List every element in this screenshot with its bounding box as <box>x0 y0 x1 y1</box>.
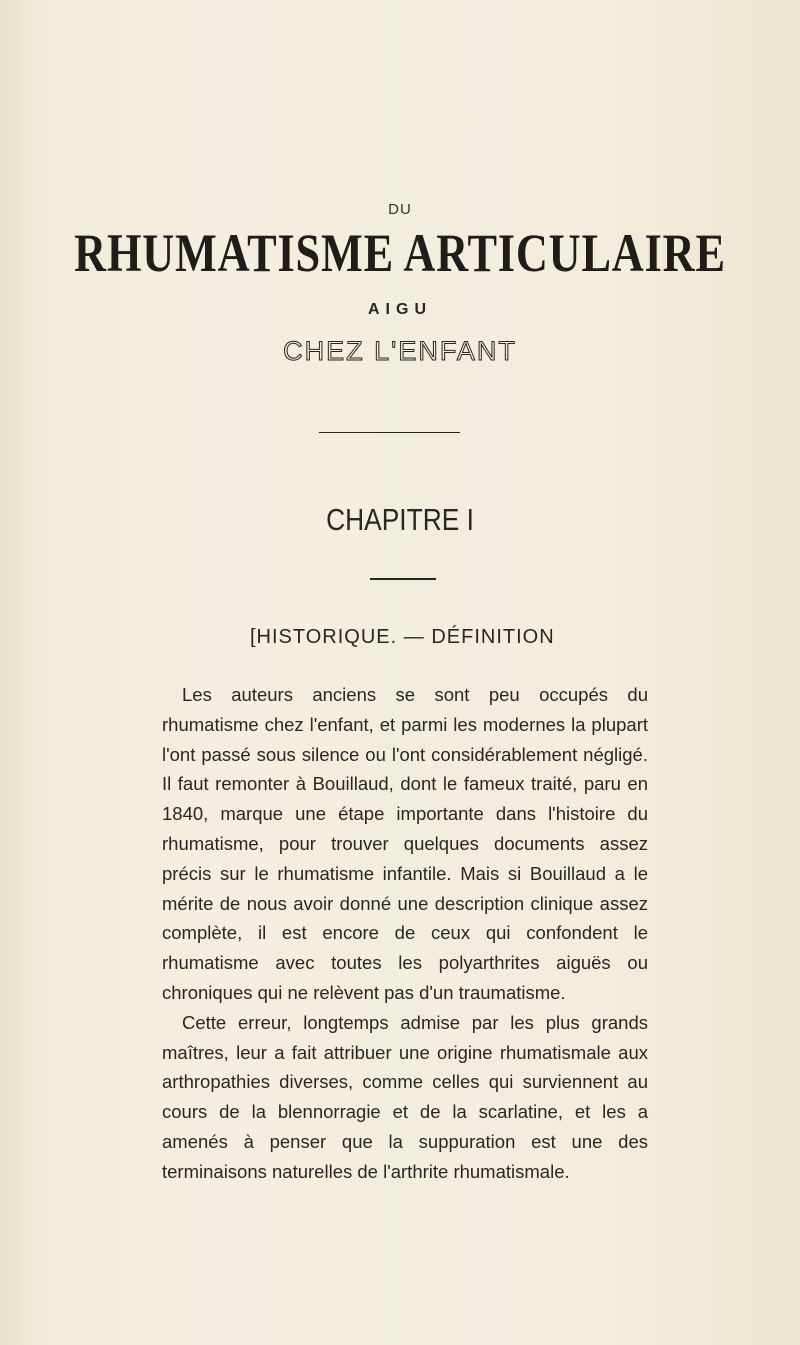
chapter-divider <box>370 578 436 580</box>
pre-title: DU <box>388 201 412 218</box>
paragraph-2: Cette erreur, longtemps admise par les plus grands maîtres, leur a fait attribuer une origine rhumatismale aux arthropathies diverses, comme celles qui surviennent au cours de la blennorragie et de la scarlatine, et les a amenés à penser que la suppuration est une des terminaisons naturelles de l'arthrite rhumatismale. <box>162 1011 648 1182</box>
subtitle-line-2: CHEZ L'ENFANT <box>283 336 517 366</box>
main-title: RHUMATISME ARTICULAIRE <box>74 223 726 283</box>
section-heading: [HISTORIQUE. — DÉFINITION <box>250 626 555 648</box>
title-divider <box>319 432 460 433</box>
subtitle-line-1: AIGU <box>368 301 432 318</box>
body-text <box>162 680 648 1187</box>
chapter-heading: CHAPITRE I <box>326 502 474 537</box>
paragraph-1: Les auteurs anciens se sont peu occupés du rhumatisme chez l'enfant, et parmi les modernes la plupart l'ont passé sous silence ou l'ont considérablement négligé. Il faut remonter à Bouillaud, dont le fameux traité, paru en 1840, marque une étape importante dans l'histoire du rhumatisme, pour trouver quelques documents assez précis sur le rhumatisme infantile. Mais si Bouillaud a le mérite de nous avoir donné une description clinique assez complète, il est encore de ceux qui confondent le rhumatisme avec toutes les polyarthrites aiguës ou chroniques qui ne relèvent pas d'un traumatisme. <box>162 684 648 1003</box>
